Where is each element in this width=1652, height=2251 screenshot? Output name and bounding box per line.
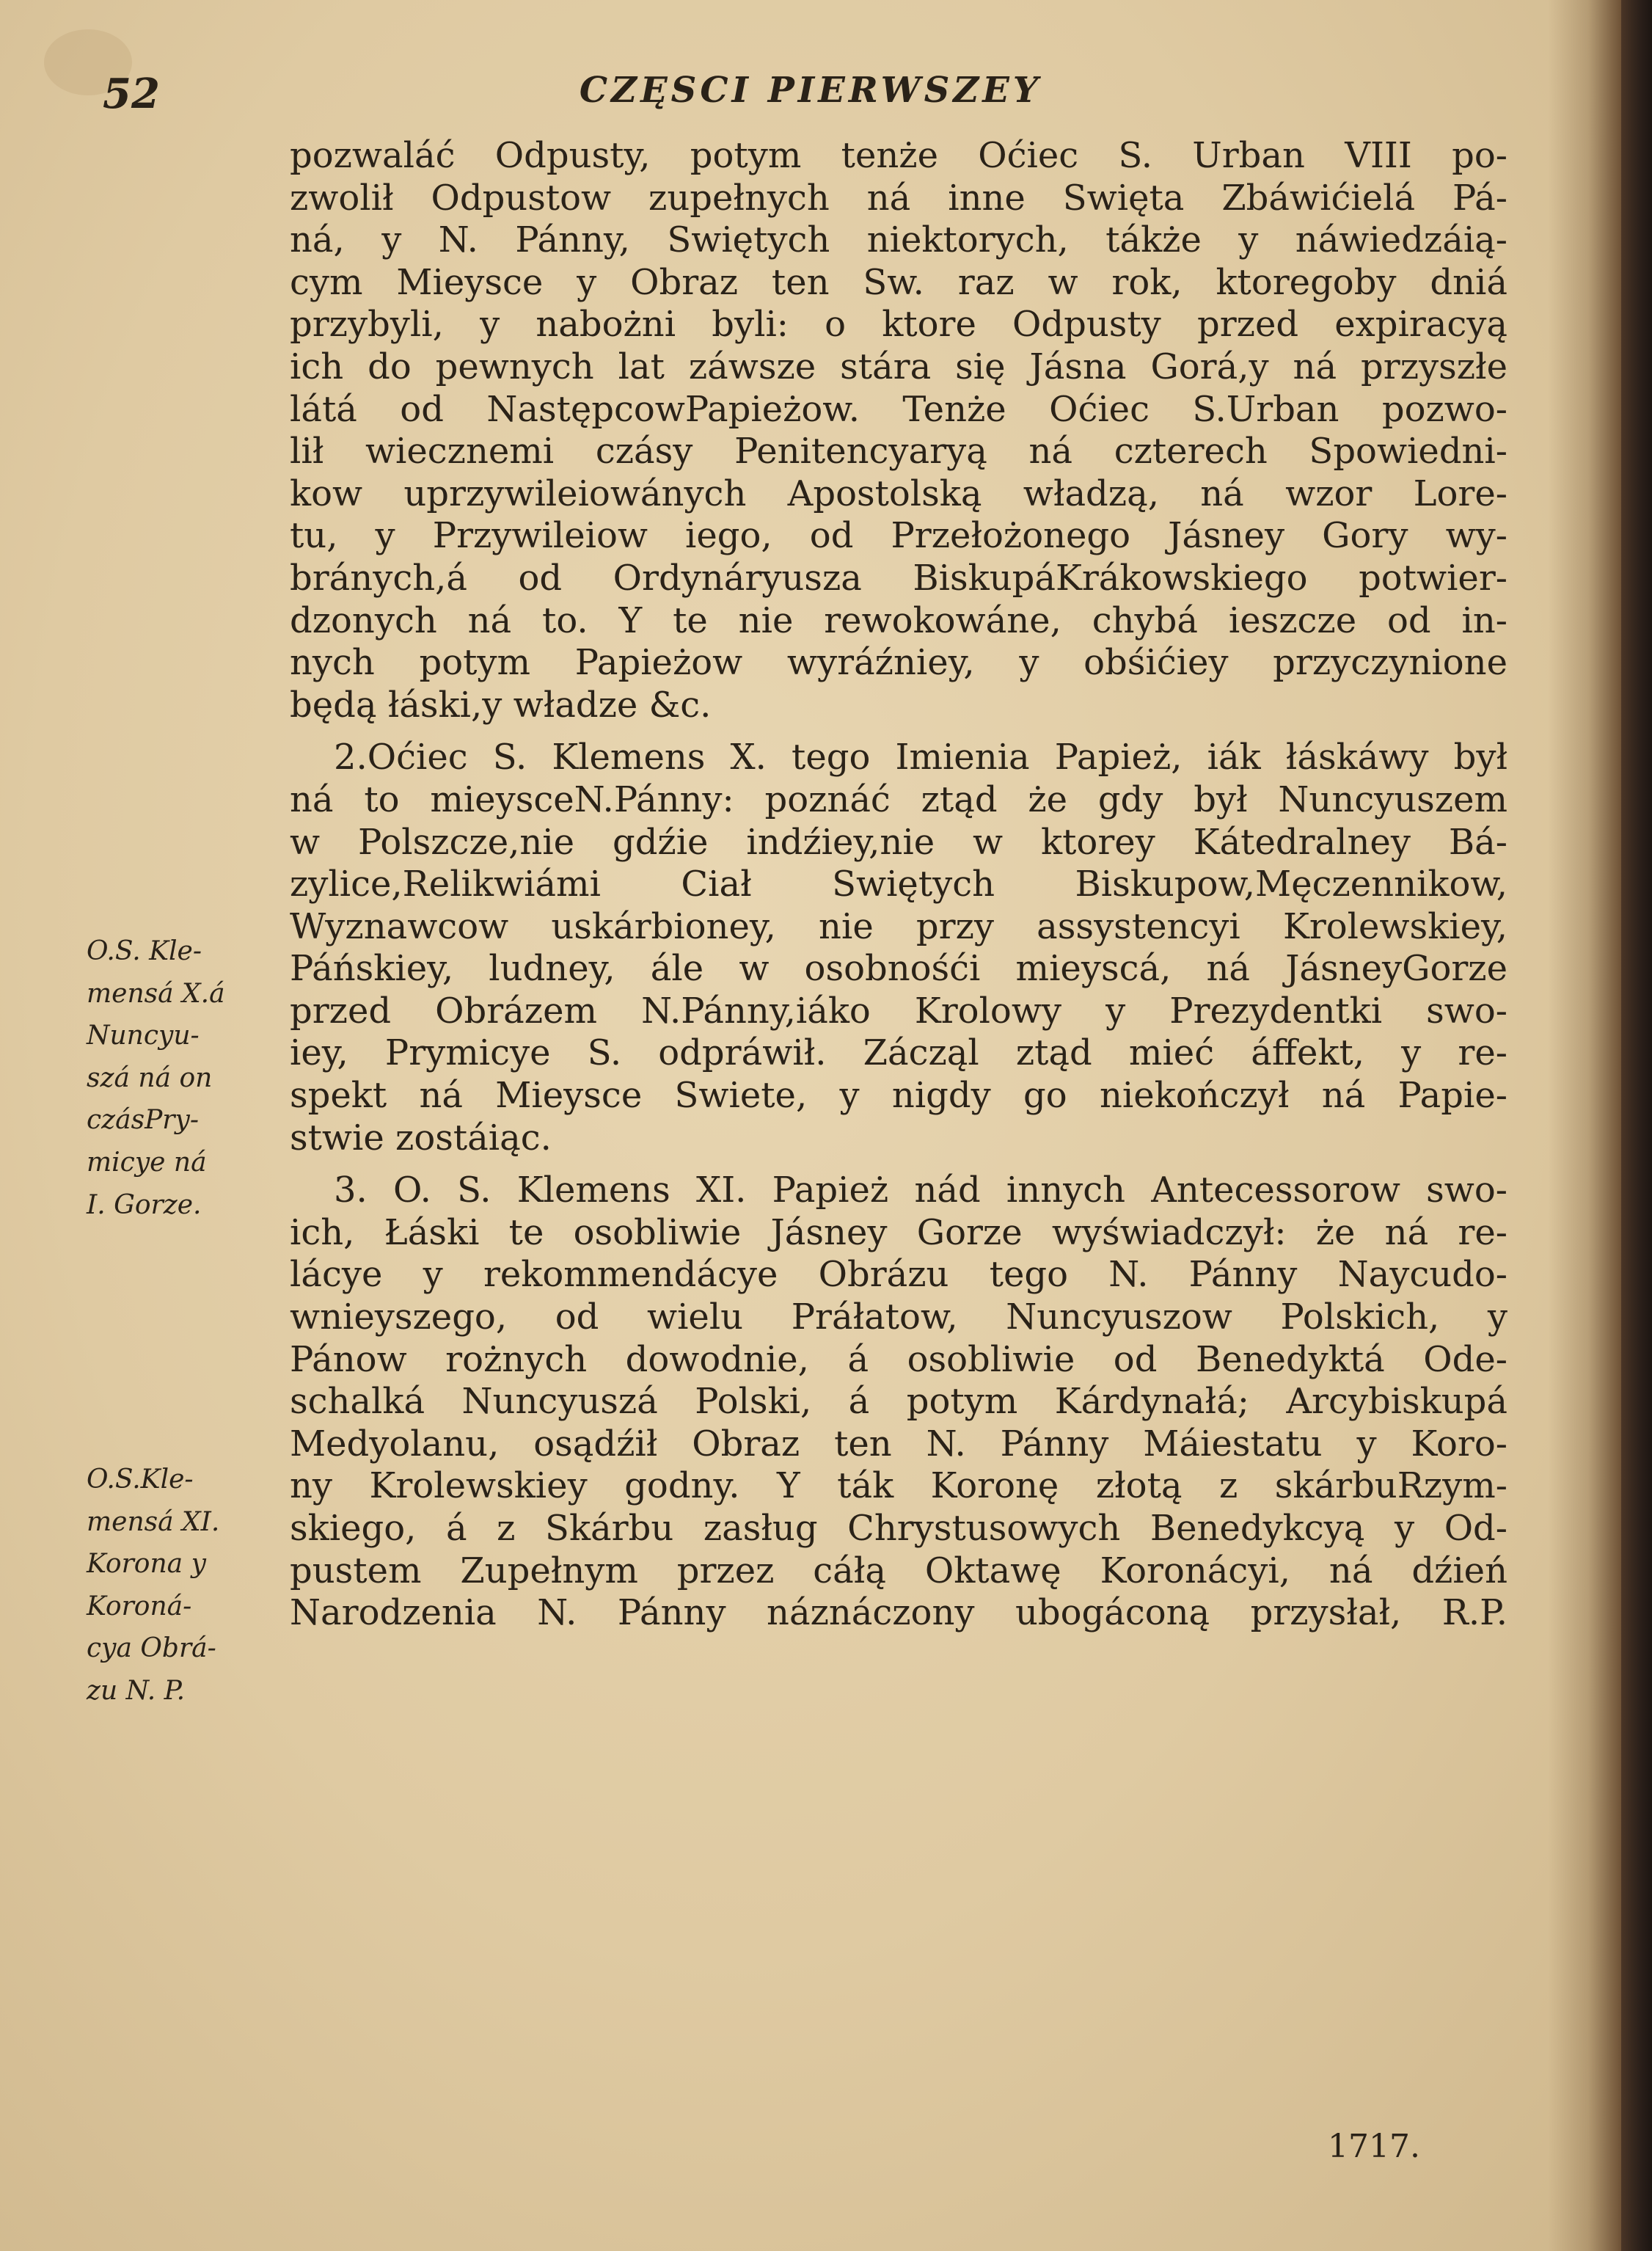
text-line: przybyli, y nabożni byli: o ktore Odpusty przed expiracyą (290, 304, 1507, 346)
margin-note-clement-xi (87, 1459, 285, 1712)
margin-note-line: szá ná on (87, 1062, 213, 1093)
book-binding-edge (1621, 0, 1652, 2251)
page-gutter-shadow (1548, 0, 1621, 2251)
margin-note-line: Nuncyu- (87, 1021, 200, 1051)
margin-note-line: O.S.Kle- (87, 1464, 194, 1495)
margin-note-line: micye ná (87, 1147, 207, 1178)
margin-note-line: O.S. Kle- (87, 936, 202, 966)
main-text (290, 135, 1507, 1635)
margin-note-line: mensá XI. (87, 1506, 220, 1537)
text-line: ich do pewnych lat záwsze stára się Jásna Gorá,y ná przyszłe (290, 346, 1507, 387)
text-line: iey, Prymicye S. odpráwił. Zácząl ztąd mieć áffekt, y re- (290, 1032, 1507, 1074)
margin-note-line: Korona y (87, 1549, 206, 1580)
text-line: w Polszcze,nie gdźie indźiey,nie w ktorey Kátedralney Bá- (290, 821, 1507, 863)
margin-note-line: Koroná- (87, 1591, 192, 1621)
text-line: lácye y rekommendácye Obrázu tego N. Pánny Naycudo- (290, 1254, 1507, 1296)
text-line: pustem Zupełnym przez cáłą Oktawę Koronácyi, ná dźień (290, 1550, 1507, 1591)
text-line: nych potym Papieżow wyráźniey, y obśićiey przyczynione (290, 642, 1507, 684)
text-line: kow uprzywileiowánych Apostolską władzą, ná wzor Lore- (290, 473, 1507, 514)
text-line: zwolił Odpustow zupełnych ná inne Swięta Zbáwićielá Pá- (290, 177, 1507, 219)
text-line: wnieyszego, od wielu Práłatow, Nuncyuszow Polskich, y (290, 1296, 1507, 1338)
text-line: Páńskiey, ludney, ále w osobnośći mieyscá, ná JásneyGorze (290, 948, 1507, 990)
text-line: Pánow rożnych dowodnie, á osobliwie od Benedyktá Ode- (290, 1338, 1507, 1380)
margin-note-line: mensá X.á (87, 978, 225, 1009)
text-line: przed Obrázem N.Pánny,iáko Krolowy y Prezydentki swo- (290, 990, 1507, 1032)
text-line: bránych,á od Ordynáryusza BiskupáKrákowskiego potwier- (290, 557, 1507, 599)
text-line: ná, y N. Pánny, Swiętych niektorych, tákże y náwiedzáią- (290, 219, 1507, 261)
running-title: CZĘSCI PIERWSZEY (579, 70, 1042, 111)
text-line: schalká Nuncyuszá Polski, á potym Kárdynałá; Arcybiskupá (290, 1381, 1507, 1423)
text-line: ná to mieysceN.Pánny: poznáć ztąd że gdy był Nuncyuszem (290, 778, 1507, 820)
margin-note-line: cya Obrá- (87, 1633, 216, 1664)
text-line: Medyolanu, osądźił Obraz ten N. Pánny Máiestatu y Koro- (290, 1423, 1507, 1464)
page-number: 52 (103, 70, 160, 118)
text-line: Narodzenia N. Pánny náznáczony ubogáconą przysłał, R.P. (290, 1592, 1507, 1634)
text-line: będą łáski,y władze &c. (290, 684, 712, 726)
paragraph-start-line: 3. O. S. Klemens XI. Papież nád innych Antecessorow swo- (334, 1170, 1507, 1211)
margin-note-line: czásPry- (87, 1105, 199, 1136)
text-line: ich, Łáski te osobliwie Jásney Gorze wyświadczył: że ná re- (290, 1211, 1507, 1253)
text-line: spekt ná Mieysce Swiete, y nigdy go niekończył ná Papie- (290, 1075, 1507, 1117)
text-line: látá od NastępcowPapieżow. Tenże Oćiec S.Urban pozwo- (290, 388, 1507, 430)
margin-note-line: zu N. P. (87, 1675, 186, 1706)
text-line: ny Krolewskiey godny. Y ták Koronę złotą z skárbuRzym- (290, 1465, 1507, 1507)
catchword: 1717. (1328, 2128, 1420, 2165)
text-line: dzonych ná to. Y te nie rewokowáne, chybá ieszcze od in- (290, 599, 1507, 641)
text-line: lił wiecznemi czásy Penitencyaryą ná czterech Spowiedni- (290, 431, 1507, 473)
text-line: cym Mieysce y Obraz ten Sw. raz w rok, ktoregoby dniá (290, 261, 1507, 303)
margin-note-clement-x (87, 930, 285, 1226)
text-line: skiego, á z Skárbu zasług Chrystusowych Benedykcyą y Od- (290, 1508, 1507, 1549)
text-line: zylice,Relikwiámi Ciał Swiętych Biskupow,Męczennikow, (290, 864, 1507, 905)
text-line: tu, y Przywileiow iego, od Przełożonego Jásney Gory wy- (290, 515, 1507, 557)
text-line: Wyznawcow uskárbioney, nie przy assystencyi Krolewskiey, (290, 905, 1507, 947)
text-line: stwie zostáiąc. (290, 1117, 552, 1159)
margin-note-line: I. Gorze. (87, 1189, 202, 1220)
paragraph-start-line: 2.Oćiec S. Klemens X. tego Imienia Papież, iák łáskáwy był (334, 737, 1507, 778)
text-line: pozwaláć Odpusty, potym tenże Oćiec S. Urban VIII po- (290, 135, 1507, 176)
